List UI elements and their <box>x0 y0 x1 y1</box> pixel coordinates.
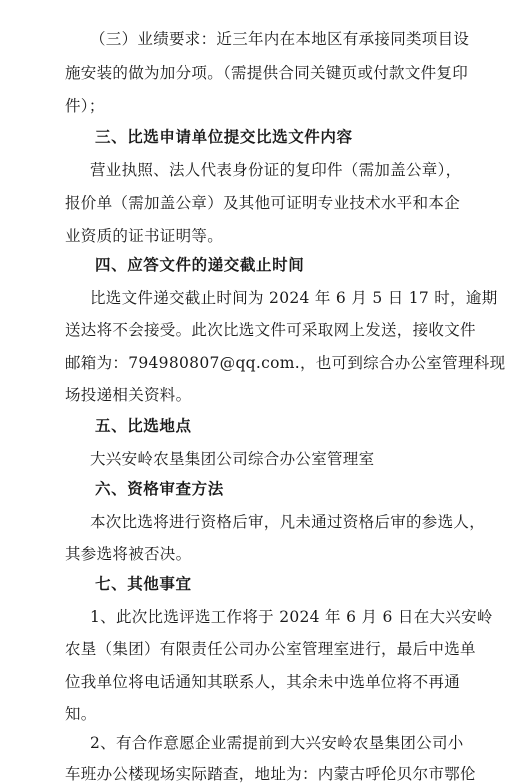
performance-requirement-line-1: （三）业绩要求：近三年内在本地区有承接同类项目设 <box>90 30 470 48</box>
section-7-item-2-line-2: 车班办公楼现场实际踏查，地址为：内蒙古呼伦贝尔市鄂伦 <box>65 765 476 783</box>
section-7-item-1-line-1: 1、此次比选评选工作将于 2024 年 6 月 6 日在大兴安岭 <box>90 608 493 626</box>
section-7-item-1-line-4: 知。 <box>65 705 97 723</box>
section-7-heading: 七、其他事宜 <box>95 575 192 593</box>
performance-requirement-line-3: 件）； <box>65 97 105 115</box>
section-6-paragraph-line-1: 本次比选将进行资格后审，凡未通过资格后审的参选人， <box>90 513 486 531</box>
section-3-paragraph-line-1: 营业执照、法人代表身份证的复印件（需加盖公章）， <box>90 161 462 179</box>
section-3-paragraph-line-2: 报价单（需加盖公章）及其他可证明专业技术水平和本企 <box>65 194 461 212</box>
section-4-paragraph-line-4: 场投递相关资料。 <box>65 386 192 404</box>
section-6-paragraph-line-2: 其参选将被否决。 <box>65 545 192 563</box>
section-5-heading: 五、比选地点 <box>95 417 192 435</box>
performance-requirement-line-2: 施安装的做为加分项。（需提供合同关键页或付款文件复印 <box>65 64 469 82</box>
section-4-paragraph-line-2: 送达将不会接受。此次比选文件可采取网上发送，接收文件 <box>65 321 476 339</box>
section-5-paragraph-line-1: 大兴安岭农垦集团公司综合办公室管理室 <box>90 450 375 468</box>
section-4-heading: 四、应答文件的递交截止时间 <box>95 256 305 274</box>
section-4-paragraph-line-3: 邮箱为：794980807@qq.com.，也可到综合办公室管理科现 <box>65 354 506 372</box>
section-7-item-1-line-2: 农垦（集团）有限责任公司办公室管理室进行，最后中选单 <box>65 640 476 658</box>
section-4-paragraph-line-1: 比选文件递交截止时间为 2024 年 6 月 5 日 17 时，逾期 <box>90 289 498 307</box>
section-3-heading: 三、比选申请单位提交比选文件内容 <box>95 128 353 146</box>
section-6-heading: 六、资格审查方法 <box>95 480 224 498</box>
section-3-paragraph-line-3: 业资质的证书证明等。 <box>65 227 224 245</box>
section-7-item-2-line-1: 2、有合作意愿企业需提前到大兴安岭农垦集团公司小 <box>90 734 464 752</box>
section-7-item-1-line-3: 位我单位将电话通知其联系人，其余未中选单位将不再通 <box>65 673 461 691</box>
